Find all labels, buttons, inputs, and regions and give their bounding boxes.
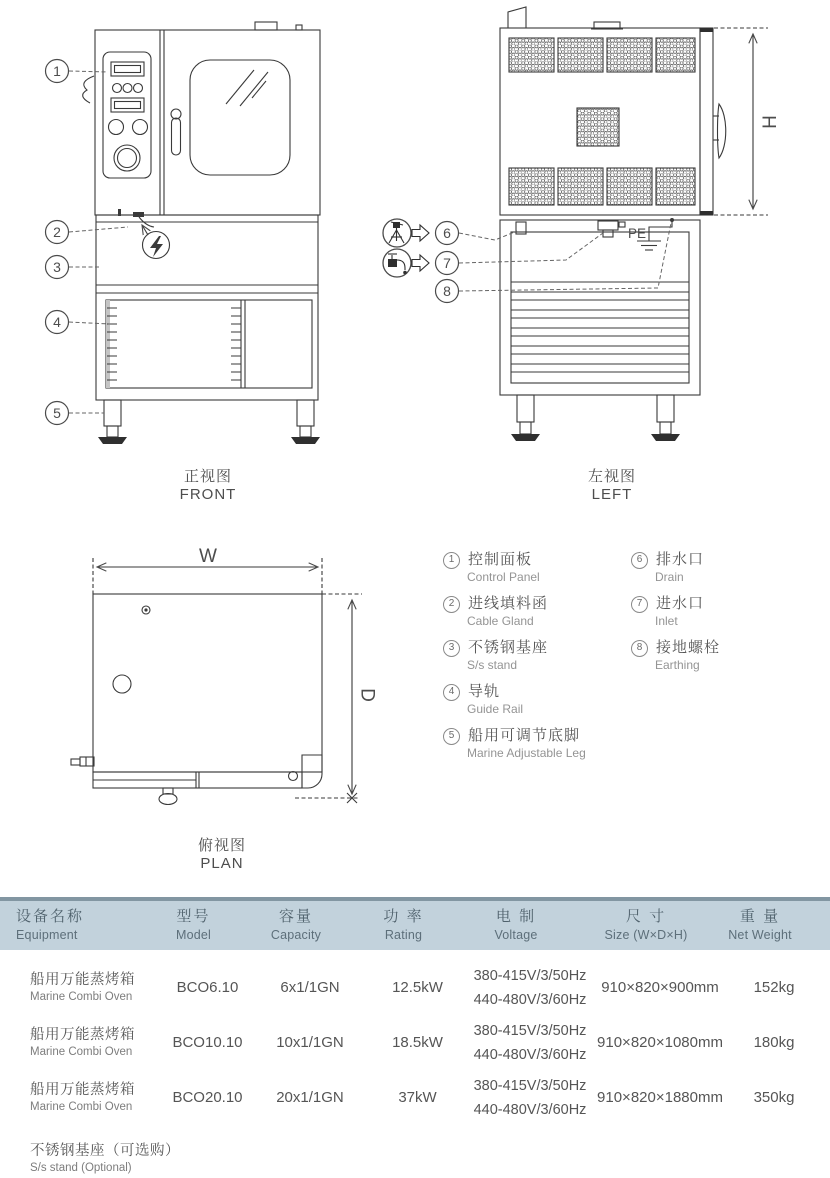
- front-leader-lines: [69, 71, 128, 413]
- spec-table: [0, 897, 830, 1176]
- legend-zh-4: 导轨: [468, 683, 501, 700]
- cell-equipment: 船用万能蒸烤箱 Marine Combi Oven: [30, 1082, 135, 1113]
- callout-1: [46, 60, 69, 83]
- water-tap-icon: [383, 249, 411, 277]
- side-nozzle: [71, 757, 94, 766]
- cell-voltage: 380-415V/3/50Hz 440-480V/3/60Hz: [473, 967, 587, 1008]
- legend-num-2: 2: [443, 596, 460, 613]
- left-callouts: [436, 222, 459, 303]
- callout-5-number: 5: [53, 405, 61, 421]
- callout-5: [46, 402, 69, 425]
- plan-view-drawing: [0, 535, 450, 890]
- stand-front: [96, 215, 318, 400]
- cell-capacity: 6x1/1GN: [280, 979, 340, 996]
- legend-item-2: [443, 594, 631, 629]
- callout-2: [46, 221, 69, 244]
- column-header-equipment: 设备名称 Equipment: [16, 908, 85, 942]
- callout-1-number: 1: [53, 63, 61, 79]
- legend-en-6: Drain: [655, 570, 684, 584]
- oven-body-front: [95, 30, 320, 215]
- front-callouts: [46, 60, 69, 425]
- callout-4: [46, 311, 69, 334]
- guide-rail: [107, 308, 241, 380]
- oven-body-plan: [93, 594, 322, 772]
- cell-model: BCO10.10: [172, 1034, 243, 1051]
- adjustable-legs-left: [511, 395, 680, 441]
- callout-8: [436, 280, 459, 303]
- spec-table-body: [0, 960, 830, 1125]
- cell-voltage: 380-415V/3/50Hz 440-480V/3/60Hz: [473, 1077, 587, 1118]
- callout-6-number: 6: [443, 225, 451, 241]
- footnote-en: S/s stand (Optional): [30, 1162, 132, 1174]
- top-knob: [296, 25, 302, 30]
- cell-weight: 350kg: [753, 1089, 795, 1106]
- door-roller: [289, 772, 298, 781]
- cell-size: 910×820×1880mm: [597, 1089, 723, 1106]
- table-footnote: [0, 1141, 830, 1176]
- dim-w-label: W: [199, 546, 217, 567]
- oven-door: [171, 60, 290, 175]
- legend-item-5: [443, 726, 631, 761]
- callout-7: [436, 252, 459, 275]
- legend-zh-8: 接地螺栓: [656, 639, 721, 656]
- table-row: [0, 1070, 830, 1125]
- callout-3-number: 3: [53, 259, 61, 275]
- legend-zh-7: 进水口: [656, 595, 705, 612]
- top-cap-plan: [113, 675, 131, 693]
- legend-zh-2: 进线填料函: [468, 595, 549, 612]
- column-header-capacity: 容量 Capacity: [270, 908, 322, 942]
- legend-zh-6: 排水口: [656, 551, 705, 568]
- column-header-voltage: 电 制 Voltage: [494, 908, 538, 942]
- front-view-label-en: FRONT: [179, 486, 237, 503]
- column-header-size: 尺 寸 Size (W×D×H): [604, 908, 688, 942]
- legend-num-6: 6: [631, 552, 648, 569]
- legend-num-1: 1: [443, 552, 460, 569]
- front-view: [83, 22, 320, 444]
- utility-icons: [383, 219, 429, 277]
- water-inlet: [598, 221, 625, 237]
- cell-rating: 37kW: [398, 1089, 437, 1106]
- cell-voltage: 380-415V/3/50Hz 440-480V/3/60Hz: [473, 1022, 587, 1063]
- dim-h-label: H: [757, 115, 779, 129]
- legend-en-4: Guide Rail: [467, 702, 524, 716]
- legend-en-8: Earthing: [655, 658, 700, 672]
- side-handle: [718, 104, 726, 158]
- column-header-model: 型号 Model: [175, 908, 212, 942]
- left-view-label-en: LEFT: [591, 486, 633, 503]
- left-view: [500, 7, 768, 441]
- door-window: [190, 60, 290, 175]
- plan-view: [71, 558, 362, 805]
- legend-zh-5: 船用可调节底脚: [468, 727, 581, 744]
- block-arrow-icon: [412, 225, 429, 241]
- block-arrow-icon: [412, 255, 429, 271]
- legend-item-1: [443, 550, 631, 585]
- electric-symbol-icon: [142, 225, 170, 259]
- legend-item-7: [631, 594, 819, 629]
- callout-3: [46, 256, 69, 279]
- plan-view-label-zh: 俯视图: [197, 837, 247, 854]
- callout-6: [436, 222, 459, 245]
- callout-4-number: 4: [53, 314, 61, 330]
- adjustable-legs-front: [98, 400, 320, 444]
- spec-table-header: [0, 897, 830, 950]
- cell-size: 910×820×900mm: [601, 979, 719, 996]
- cell-capacity: 20x1/1GN: [276, 1089, 344, 1106]
- indicator-light: [134, 84, 143, 93]
- technical-drawings: [0, 0, 830, 535]
- column-header-weight: 重 量 Net Weight: [728, 908, 792, 942]
- cell-weight: 180kg: [753, 1034, 795, 1051]
- legend-column-2: [631, 550, 819, 770]
- panel-button: [133, 120, 148, 135]
- indicator-light: [113, 84, 122, 93]
- legend-column-1: [443, 550, 631, 770]
- cell-equipment: 船用万能蒸烤箱 Marine Combi Oven: [30, 1027, 135, 1058]
- cable-gland: [118, 209, 154, 227]
- cell-rating: 18.5kW: [392, 1034, 443, 1051]
- table-row: [0, 1015, 830, 1070]
- cell-model: BCO6.10: [176, 979, 239, 996]
- legend-num-8: 8: [631, 640, 648, 657]
- front-view-label-zh: 正视图: [183, 468, 233, 485]
- legend-item-6: [631, 550, 819, 585]
- column-header-rating: 功 率 Rating: [383, 908, 424, 942]
- stand-left: [500, 220, 700, 395]
- clip-mark: [83, 76, 94, 103]
- legend-num-7: 7: [631, 596, 648, 613]
- cell-equipment: 船用万能蒸烤箱 Marine Combi Oven: [30, 972, 135, 1003]
- legend-num-3: 3: [443, 640, 460, 657]
- cell-weight: 152kg: [753, 979, 795, 996]
- legend-zh-3: 不锈钢基座: [468, 639, 549, 656]
- dim-d-label: D: [356, 688, 378, 702]
- top-flap: [508, 7, 526, 28]
- cell-rating: 12.5kW: [392, 979, 443, 996]
- callout-2-number: 2: [53, 224, 61, 240]
- front-leg-plan: [159, 794, 177, 805]
- top-vent-cap: [255, 22, 277, 30]
- legend-en-5: Marine Adjustable Leg: [467, 746, 586, 760]
- legend-num-5: 5: [443, 728, 460, 745]
- plan-view-label-en: PLAN: [200, 855, 244, 872]
- legend-en-2: Cable Gland: [467, 614, 534, 628]
- vent-grilles: [509, 38, 695, 205]
- callout-7-number: 7: [443, 255, 451, 271]
- cell-capacity: 10x1/1GN: [276, 1034, 344, 1051]
- pe-label: PE: [628, 226, 647, 241]
- table-row: [0, 960, 830, 1015]
- cell-size: 910×820×1080mm: [597, 1034, 723, 1051]
- footnote-zh: 不锈钢基座（可选购）: [30, 1143, 180, 1159]
- display-lower: [111, 98, 144, 112]
- legend-num-4: 4: [443, 684, 460, 701]
- door-edge: [700, 28, 726, 215]
- control-panel: [103, 52, 151, 178]
- legend-en-7: Inlet: [655, 614, 678, 628]
- stand-slats: [511, 282, 689, 372]
- legend-en-3: S/s stand: [467, 658, 518, 672]
- legend: [443, 550, 823, 770]
- cell-model: BCO20.10: [172, 1089, 243, 1106]
- legend-item-8: [631, 638, 819, 673]
- indicator-light: [123, 84, 132, 93]
- left-view-label-zh: 左视图: [587, 468, 637, 485]
- door-strip-plan: [93, 755, 322, 805]
- panel-button: [109, 120, 124, 135]
- drain-fitting-icon: [383, 219, 411, 247]
- legend-en-1: Control Panel: [467, 570, 540, 584]
- legend-zh-1: 控制面板: [468, 551, 533, 568]
- legend-item-3: [443, 638, 631, 673]
- callout-8-number: 8: [443, 283, 451, 299]
- display-upper: [111, 62, 144, 76]
- legend-item-4: [443, 682, 631, 717]
